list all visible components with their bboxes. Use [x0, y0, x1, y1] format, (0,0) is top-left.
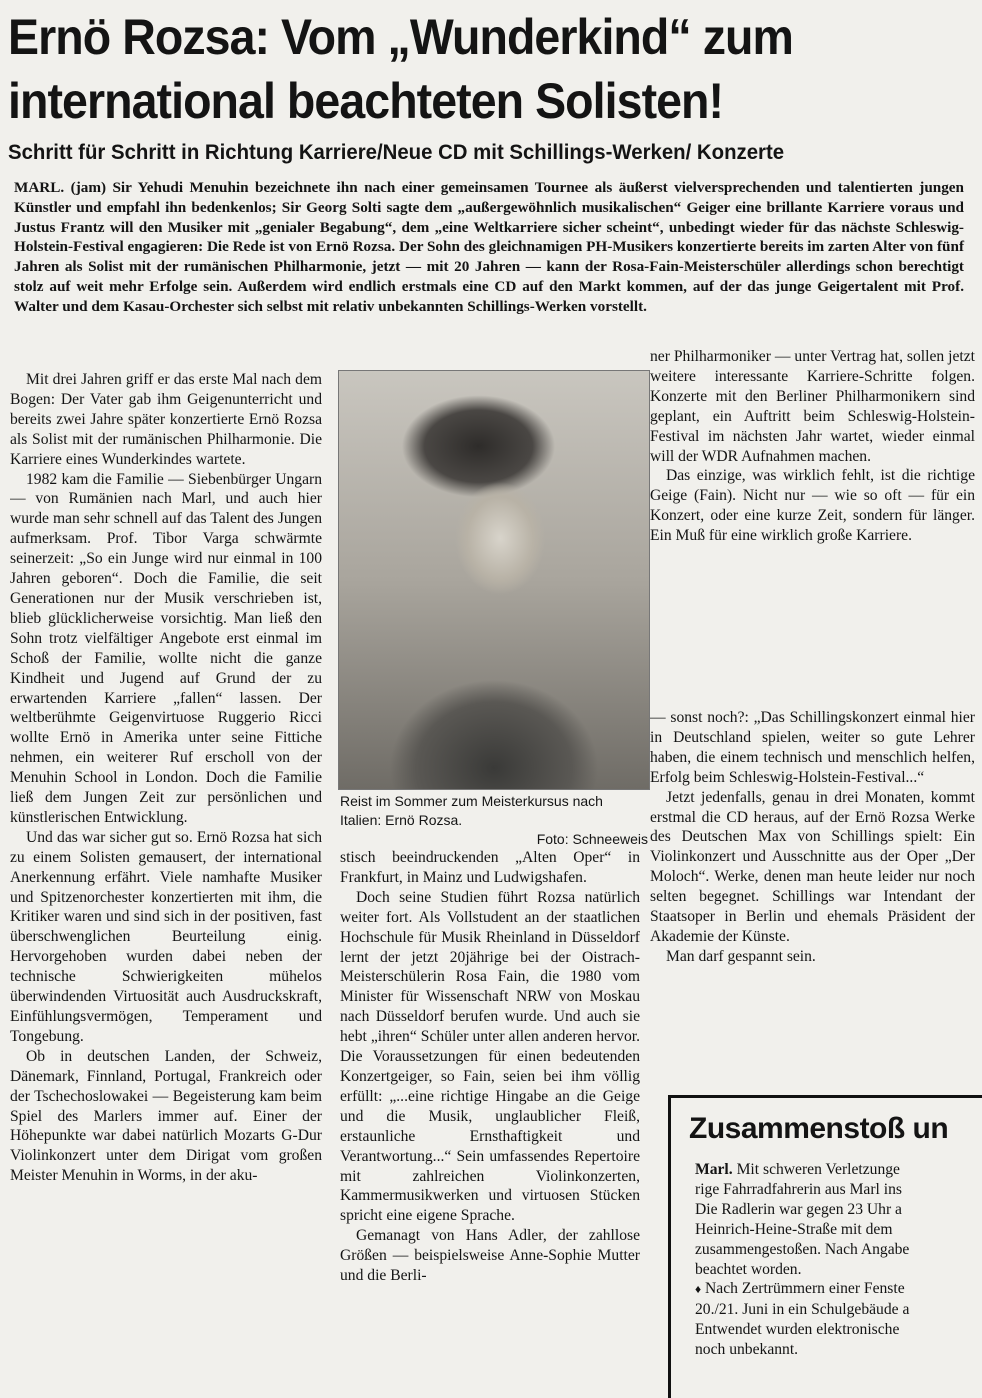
headline-line-1: Ernö Rozsa: Vom „Wunderkind“ zum — [8, 9, 793, 65]
sidebar-line: Die Radlerin war gegen 23 Uhr a — [695, 1200, 902, 1218]
paragraph: ner Philharmoniker — unter Vertrag hat, sollen jetzt weitere interessante Karriere-Schritte folgen. Konzerte mit den Berliner Philharmonikern sind geplant, ein Auftritt beim Schleswig-Holstein-Festival im nächsten Jahr wartet, wieder einmal will der WDR Aufnahmen machen. — [650, 348, 975, 465]
photo-credit: Foto: Schneeweis — [536, 831, 648, 847]
paragraph: Jetzt jedenfalls, genau in drei Monaten, kommt erstmal die CD heraus, auf der Ernö Rozsa Werke des Deutschen Max von Schillings spielt: Ein Violinkonzert und Ausschnitte aus der Oper „Der Moloch“. Werke, denen man heute leider nur noch selten begegnet. Schillings war Intendant der Staatsoper in Berlin und ehemals Präsident der Akademie der Künste. — [650, 788, 975, 945]
caption-text: Reist im Sommer zum Meisterkursus nach Italien: Ernö Rozsa. — [340, 793, 603, 828]
sidebar-line: Entwendet wurden elektronische — [695, 1321, 900, 1339]
sidebar-line: rige Fahrradfahrerin aus Marl ins — [695, 1180, 902, 1198]
sidebar-line: beachtet worden. — [695, 1260, 802, 1278]
lead-paragraph: MARL. (jam) Sir Yehudi Menuhin bezeichnete ihn nach einer gemeinsamen Tournee als äußerst vielversprechenden und talentierten jungen Künstler und empfahl ihn bedenkenlos; Sir Georg Solti sagte dem „außergewöhnlich musikalischen“ Geiger eine brillante Karriere voraus und Justus Frantz will den Musiker mit „genialer Begabung“, dem „eine Weltkarriere sicher scheint“, unbedingt wieder für das nächste Schleswig-Holstein-Festival engagieren: Die Rede ist von Ernö Rozsa. Der Sohn des gleichnamigen PH-Musikers konzertierte bereits im zarten Alter von fünf Jahren als Solist mit der rumänischen Philharmonie, jetzt — mit 20 Jahren — kann der Rosa-Fain-Meisterschüler allerdings schon berechtigt stolz auf weit mehr Erfolge sein. Außerdem wird endlich erstmals eine CD auf den Markt kommen, auf der das junge Geigertalent mit Prof. Walter und dem Kasau-Orchester sich selbst mit relativ unbekannten Schillings-Werken vorstellt. — [14, 179, 964, 315]
sidebar-line: 20./21. Juni in ein Schulgebäude a — [695, 1301, 910, 1319]
portrait-photo — [338, 370, 650, 790]
sidebar-line: Nach Zertrümmern einer Fenste — [701, 1280, 905, 1298]
headline-line-2: international beachteten Solisten! — [8, 73, 724, 129]
paragraph: 1982 kam die Familie — Siebenbürger Ungarn — von Rumänien nach Marl, und auch hier wurde man sehr schnell auf das Talent des Jungen aufmerksam. Prof. Tibor Varga schwärmte seinerzeit: „So ein Junge wird nur einmal in 100 Jahren geboren“. Doch die Familie, die seit Generationen nur der Musik verschrieben ist, blieb glücklicherweise vorsichtig. Man ließ den Sohn trotz vielfältiger Angebote erst einmal im Schoß der Familie, wollte nicht die ganze Kindheit und Jugend auf Grund der zu erwartenden Karriere „fallen“ lassen. Der weltberühmte Geigenvirtuose Ruggerio Ricci wollte Ernö in Amerika unter seine Fittiche nehmen, ein weiterer Ruf erscholl von der Menuhin School in London. Doch die Familie ließ dem Jungen Zeit zur persönlichen und künstlerischen Entwicklung. — [10, 470, 322, 826]
column-a — [10, 370, 322, 1380]
sidebar-line: Heinrich-Heine-Straße mit dem — [695, 1220, 893, 1238]
sidebar-line: zusammengestoßen. Nach Angabe — [695, 1240, 910, 1258]
paragraph: Ob in deutschen Landen, der Schweiz, Dänemark, Finnland, Portugal, Frankreich oder der Tschechoslowakei — Begeisterung kam beim Spiel des Marlers immer auf. Einer der Höhepunkte war dabei natürlich Mozarts G-Dur Violinkonzert unter dem Dirigat vom großen Meister Menuhin in Worms, in der aku- — [10, 1047, 322, 1185]
paragraph: Man darf gespannt sein. — [666, 947, 816, 965]
bullet-icon: ♦ — [695, 1282, 702, 1297]
sidebar-line: noch unbekannt. — [695, 1341, 799, 1359]
column-d — [650, 708, 975, 1062]
sidebar-headline: Zusammenstoß un — [689, 1112, 949, 1145]
paragraph: stisch beeindruckenden „Alten Oper“ in Frankfurt, in Mainz und Ludwigshafen. — [340, 849, 640, 886]
column-c — [650, 347, 975, 690]
subtitle: Schritt für Schritt in Richtung Karriere/Neue CD mit Schillings-Werken/ Konzerte — [8, 141, 785, 164]
paragraph: Das einzige, was wirklich fehlt, ist die richtige Geige (Fain). Nicht nur — wie so oft — für ein Konzert, oder eine kurze Zeit, sondern für länger. Ein Muß für eine wirklich große Karriere. — [650, 467, 975, 545]
sidebar-text — [695, 1160, 982, 1360]
sidebar-line: Mit schweren Verletzunge — [732, 1161, 900, 1178]
sidebar-news-box — [668, 1095, 982, 1398]
paragraph: Doch seine Studien führt Rozsa natürlich weiter fort. Als Vollstudent an der staatlichen Hochschule für Musik Rheinland in Düsseldorf lernt der jetzt 20jährige bei der Oistrach-Meisterschülerin Rosa Fain, die 1980 vom Minister für Wissenschaft NRW von Moskau nach Düsseldorf berufen wurde. Und auch sie hebt „ihren“ Schüler unter allen anderen hervor. Die Voraussetzungen für einen bedeutenden Konzertgeiger, so Fain, seien bei ihm völlig erfüllt: „...eine richtige Hingabe an die Geige und die Musik, unglaublicher Fleiß, erstaunliche Ernsthaftigkeit und Verantwortung...“ Sein umfassendes Repertoire mit zahlreichen Violinkonzerten, Kammermusikwerken und virtuosen Stücken spricht eine eigene Sprache. — [340, 888, 640, 1225]
paragraph: Und das war sicher gut so. Ernö Rozsa hat sich zu einem Solisten gemausert, der international Anerkennung erfährt. Viele namhafte Musiker und Spitzenorchester konzertierten mit ihm, die Kritiker waren und sind sich in der positiven, fast überschwenglichen Beurteilung einig. Hervorgehoben wurden dabei neben der technische Schwierigkeiten mühelos überwindenden Virtuosität auch Ausdruckskraft, Einfühlungsvermögen, Temperament und Tongebung. — [10, 828, 322, 1045]
paragraph: Gemanagt von Hans Adler, der zahllose Größen — beispielsweise Anne-Sophie Mutter und die Berli- — [340, 1227, 640, 1285]
column-b — [340, 848, 640, 1380]
paragraph: Mit drei Jahren griff er das erste Mal nach dem Bogen: Der Vater gab ihm Geigenunterricht und bereits zwei Jahre später konzertierte Ernö Rozsa als Solist mit der rumänischen Philharmonie. Die Karriere eines Wunderkindes wartete. — [10, 371, 322, 468]
photo-caption — [340, 792, 648, 849]
paragraph: — sonst noch?: „Das Schillingskonzert einmal hier in Deutschland spielen, weiter so gute Lehrer haben, die einem technisch und menschlich helfen, Erfolg beim Schleswig-Holstein-Festival...“ — [650, 709, 975, 786]
sidebar-dateline: Marl. — [695, 1161, 733, 1178]
